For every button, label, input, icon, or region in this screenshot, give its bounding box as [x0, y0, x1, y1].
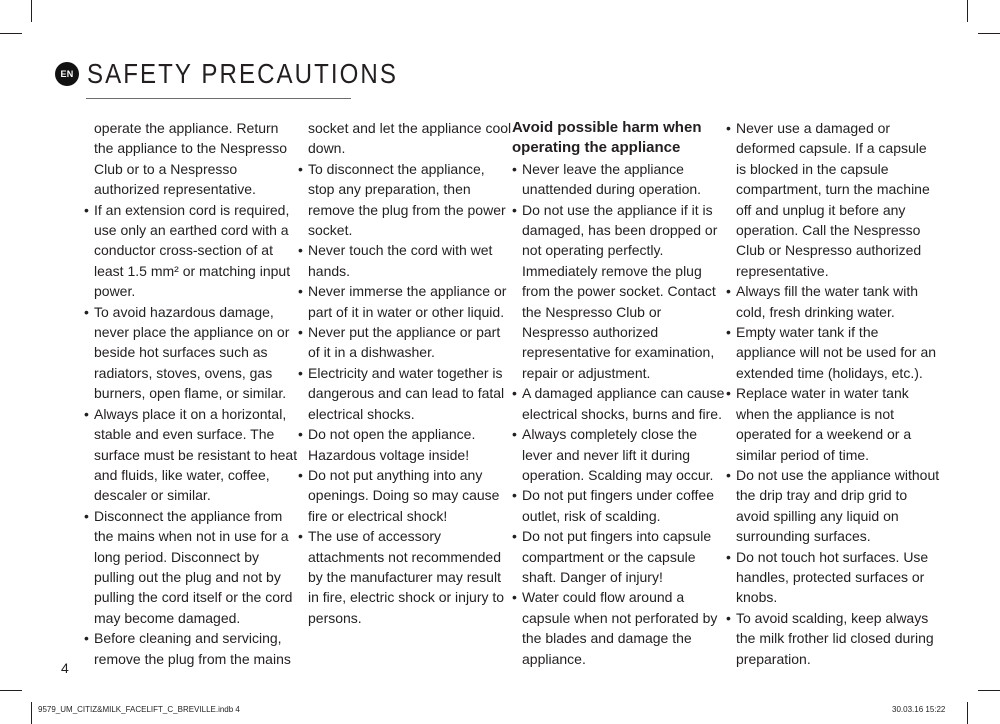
- language-badge: EN: [55, 62, 79, 86]
- bullet-item: • A damaged appliance can cause electrical shocks, burns and fire.: [512, 383, 726, 424]
- bullet-item: • Never leave the appliance unattended during operation.: [512, 159, 726, 200]
- bullet-item: • Never use a damaged or deformed capsule. If a capsule is blocked in the capsule compartment, turn the machine off and unplug it before any operation. Call the Nespresso Club or Nespresso authorized representative.: [726, 118, 940, 281]
- crop-mark: [31, 702, 32, 724]
- bullet-item: • Always completely close the lever and never lift it during operation. Scalding may occur.: [512, 424, 726, 485]
- bullet-item: • Never touch the cord with wet hands.: [298, 240, 512, 281]
- bullet-item: • Replace water in water tank when the appliance is not operated for a weekend or a similar period of time.: [726, 383, 940, 465]
- text-column-3: [512, 118, 726, 669]
- bullet-item: • To avoid scalding, keep always the milk frother lid closed during preparation.: [726, 608, 940, 669]
- bullet-item: • Disconnect the appliance from the mains when not in use for a long period. Disconnect by pulling out the plug and not by pulling the cord itself or the cord may become damaged.: [84, 506, 298, 628]
- footer-timestamp: 30.03.16 15:22: [892, 705, 946, 714]
- bullet-item: • Never immerse the appliance or part of it in water or other liquid.: [298, 281, 512, 322]
- bullet-item: • To avoid hazardous damage, never place the appliance on or beside hot surfaces such as radiators, stoves, ovens, gas burners, open flame, or similar.: [84, 302, 298, 404]
- bullet-item: • Never put the appliance or part of it in a dishwasher.: [298, 322, 512, 363]
- text-column-1: [84, 118, 298, 669]
- crop-mark: [31, 0, 32, 22]
- bullet-item: • Do not use the appliance without the drip tray and drip grid to avoid spilling any liquid on surrounding surfaces.: [726, 465, 940, 547]
- bullet-item: • Do not put anything into any openings. Doing so may cause fire or electrical shock!: [298, 465, 512, 526]
- bullet-item: • Empty water tank if the appliance will not be used for an extended time (holidays, etc.).: [726, 322, 940, 383]
- bullet-item: • Always place it on a horizontal, stable and even surface. The surface must be resistant to heat and fluids, like water, coffee, descaler or similar.: [84, 404, 298, 506]
- bullet-item: • Water could flow around a capsule when not perforated by the blades and damage the appliance.: [512, 587, 726, 669]
- bullet-item: • To disconnect the appliance, stop any preparation, then remove the plug from the power socket.: [298, 159, 512, 241]
- crop-mark: [0, 33, 22, 34]
- section-header: [55, 58, 449, 90]
- section-subheading: Avoid possible harm when operating the appliance: [512, 119, 702, 157]
- paragraph: socket and let the appliance cool down.: [308, 120, 512, 157]
- crop-mark: [978, 33, 1000, 34]
- bullet-item: • Do not open the appliance. Hazardous voltage inside!: [298, 424, 512, 465]
- title-underline: [86, 98, 351, 99]
- page-number: 4: [61, 660, 69, 676]
- bullet-item: • Do not use the appliance if it is damaged, has been dropped or not operating perfectly. Immediately remove the plug from the power socket. Contact the Nespresso Club or Nespresso authorized representative for examination, repair or adjustment.: [512, 200, 726, 384]
- bullet-item: • The use of accessory attachments not recommended by the manufacturer may result in fire, electric shock or injury to persons.: [298, 526, 512, 628]
- paragraph: operate the appliance. Return the appliance to the Nespresso Club or to a Nespresso authorized representative.: [94, 120, 288, 198]
- text-column-2: [298, 118, 512, 628]
- bullet-item: • If an extension cord is required, use only an earthed cord with a conductor cross-section of at least 1.5 mm² or matching input power.: [84, 200, 298, 302]
- page-title: SAFETY PRECAUTIONS: [87, 58, 399, 89]
- bullet-item: • Do not touch hot surfaces. Use handles, protected surfaces or knobs.: [726, 547, 940, 608]
- bullet-item: • Electricity and water together is dangerous and can lead to fatal electrical shocks.: [298, 363, 512, 424]
- crop-mark: [978, 690, 1000, 691]
- footer-filename: 9579_UM_CITIZ&MILK_FACELIFT_C_BREVILLE.indb 4: [38, 705, 240, 714]
- text-column-4: [726, 118, 940, 669]
- crop-mark: [967, 702, 968, 724]
- crop-mark: [0, 690, 22, 691]
- crop-mark: [967, 0, 968, 22]
- bullet-item: • Before cleaning and servicing, remove the plug from the mains: [84, 628, 298, 669]
- bullet-item: • Always fill the water tank with cold, fresh drinking water.: [726, 281, 940, 322]
- bullet-item: • Do not put fingers under coffee outlet, risk of scalding.: [512, 485, 726, 526]
- bullet-item: • Do not put fingers into capsule compartment or the capsule shaft. Danger of injury!: [512, 526, 726, 587]
